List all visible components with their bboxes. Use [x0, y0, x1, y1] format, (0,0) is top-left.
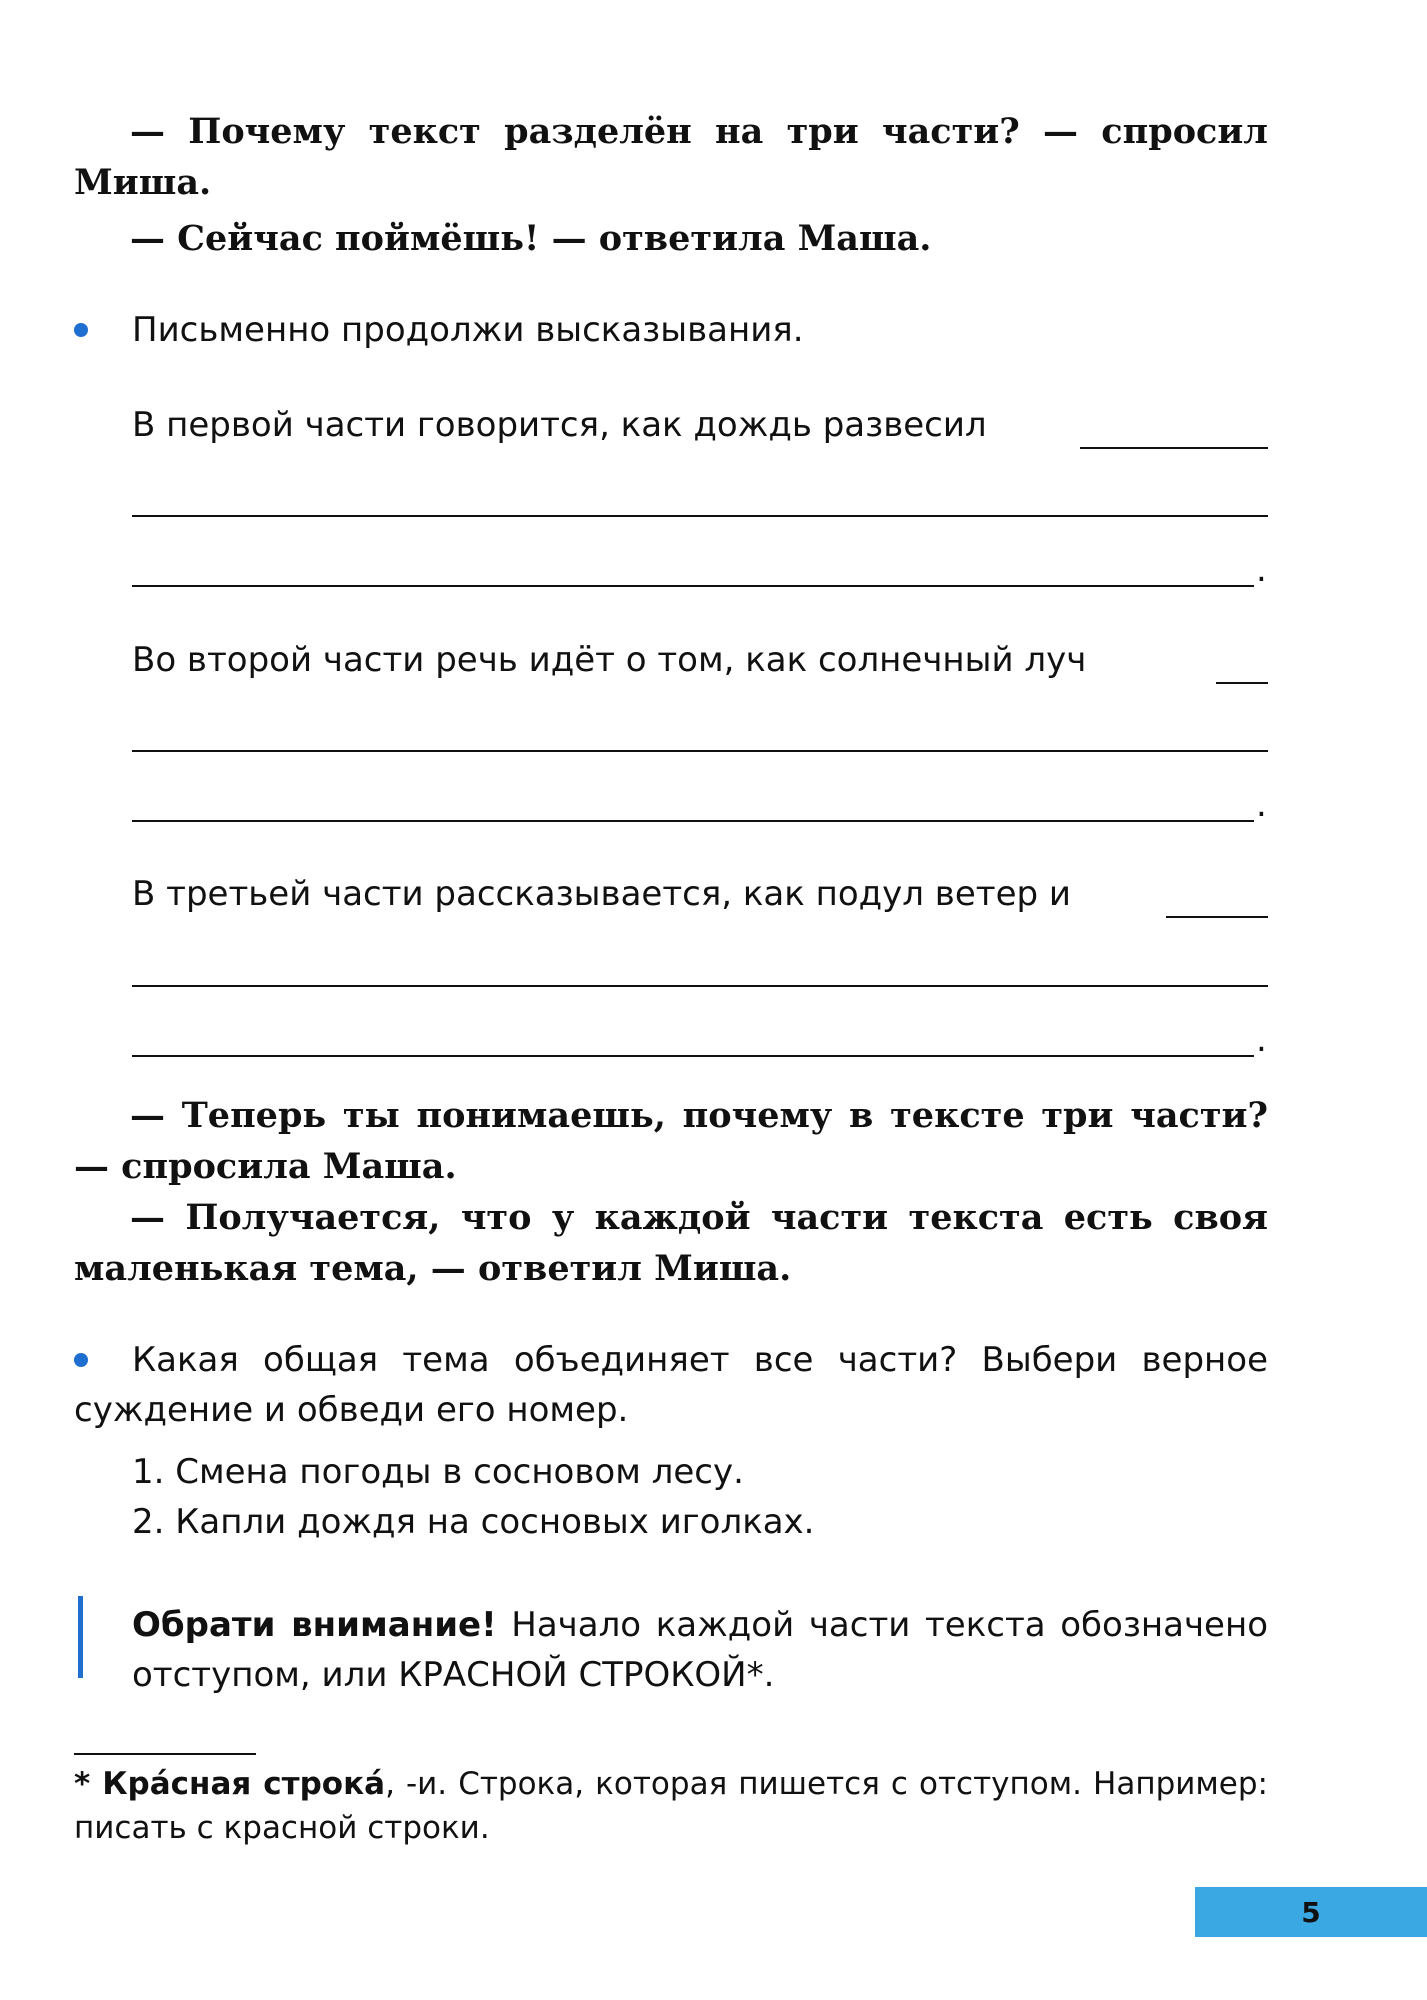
note-text: Начало каждой части текста обозначено отступом, или КРАСНОЙ СТРОКОЙ*.	[132, 1605, 1268, 1695]
answer-line[interactable]	[132, 750, 1268, 752]
task1-instruction-row	[74, 305, 1268, 355]
task2-instruction-row	[74, 1335, 1268, 1435]
answer-line[interactable]	[132, 515, 1268, 517]
note-heading: Обрати внимание!	[132, 1605, 497, 1645]
dialogue-line-2: — Сейчас поймёшь! — ответила Маша.	[130, 218, 932, 259]
prompt-1: В первой части говорится, как дождь развесил	[132, 405, 987, 445]
footnote	[74, 1762, 1268, 1850]
bullet-icon	[74, 323, 88, 337]
answer-line[interactable]	[1080, 447, 1268, 449]
answer-line[interactable]	[1216, 682, 1268, 684]
footnote-term: * Кра́сная строка́	[74, 1766, 386, 1802]
note-accent-bar	[78, 1596, 83, 1678]
footnote-divider	[74, 1753, 256, 1755]
dialogue-line-3: — Теперь ты понимаешь, почему в тексте три части? — спросила Маша.	[74, 1095, 1268, 1187]
answer-line[interactable]	[132, 985, 1268, 987]
prompt-3: В третьей части рассказывается, как подул ветер и	[132, 874, 1071, 914]
end-mark: .	[1256, 1020, 1267, 1060]
bullet-icon	[74, 1353, 88, 1367]
option-2[interactable]: 2. Капли дождя на сосновых иголках.	[132, 1502, 815, 1542]
prompt-2: Во второй части речь идёт о том, как солнечный луч	[132, 640, 1087, 680]
dialogue-line-4: — Получается, что у каждой части текста есть своя маленькая тема, — ответил Миша.	[74, 1197, 1268, 1289]
answer-line[interactable]	[132, 820, 1254, 822]
answer-line[interactable]	[132, 585, 1254, 587]
end-mark: .	[1256, 785, 1267, 825]
note	[132, 1600, 1268, 1700]
page-number: 5	[1195, 1887, 1427, 1937]
task1-instruction: Письменно продолжи высказывания.	[132, 310, 804, 350]
end-mark: .	[1256, 550, 1267, 590]
footnote-text: , -и. Строка, которая пишется с отступом. Например: писать с красной строки.	[74, 1766, 1269, 1846]
task2-instruction: Какая общая тема объединяет все части? Выбери верное суждение и обведи его номер.	[74, 1340, 1268, 1430]
option-1[interactable]: 1. Смена погоды в сосновом лесу.	[132, 1452, 744, 1492]
dialogue-line-1: — Почему текст разделён на три части? — спросил Миша.	[74, 111, 1268, 203]
answer-line[interactable]	[1166, 916, 1268, 918]
answer-line[interactable]	[132, 1055, 1254, 1057]
